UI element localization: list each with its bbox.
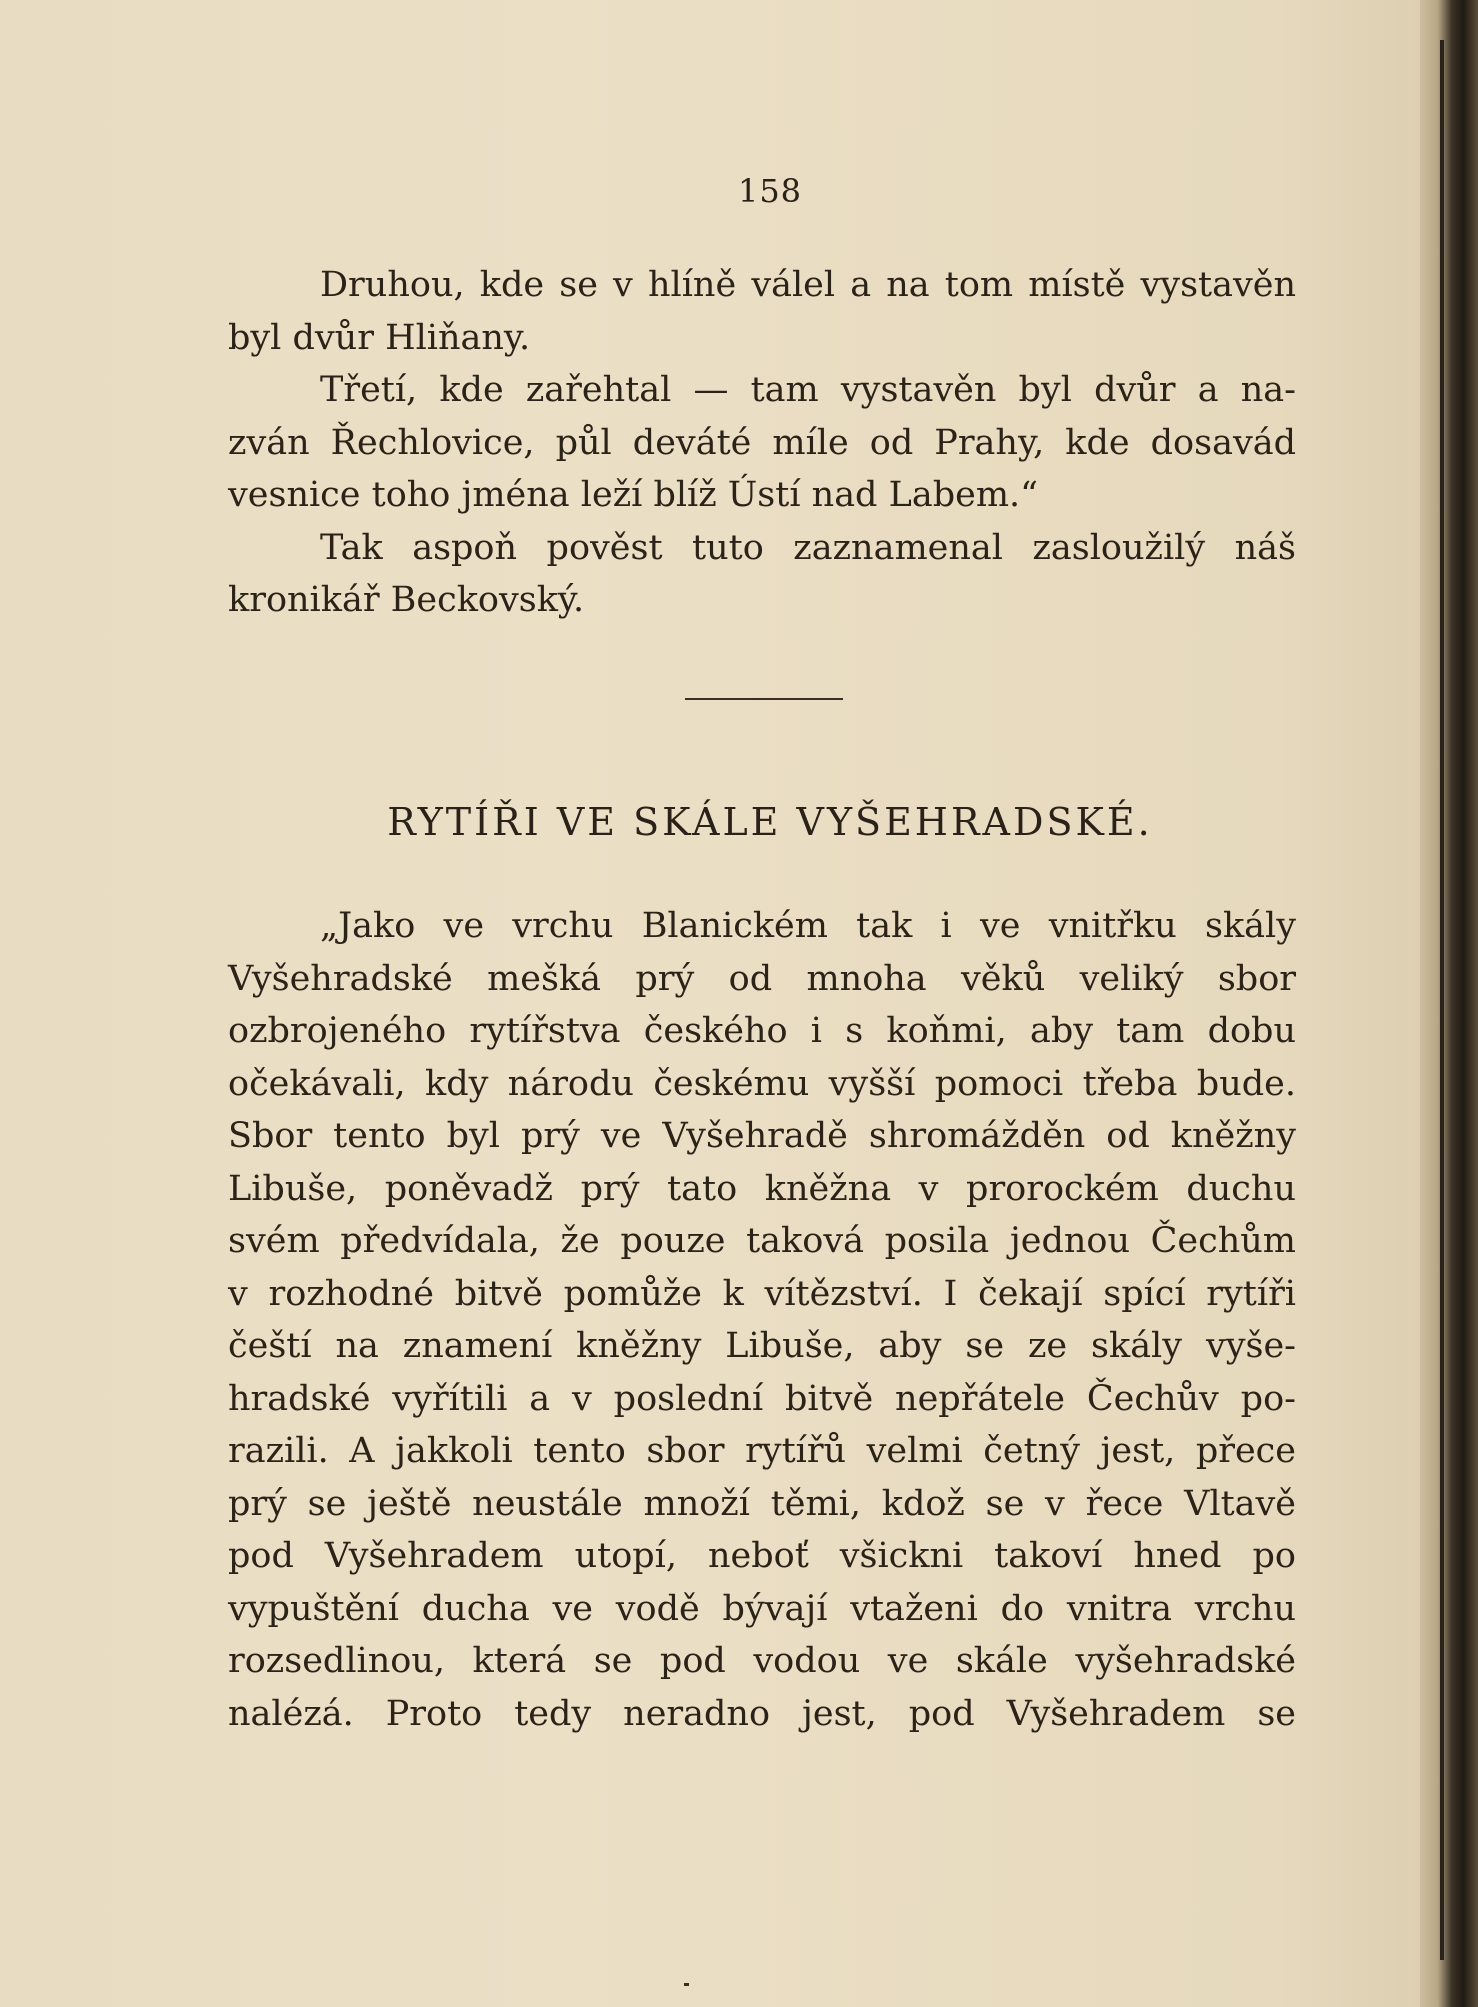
book-spine	[1420, 0, 1478, 2007]
text-line: Třetí, kde zařehtal — tam vystavěn byl dvůr a na-	[320, 370, 1296, 410]
print-mark	[684, 1983, 689, 1986]
section-heading: RYTÍŘI VE SKÁLE VYŠEHRADSKÉ.	[387, 800, 1153, 844]
text-line: rozsedlinou, která se pod vodou ve skále vyšehradské	[228, 1641, 1296, 1681]
text-line: očekávali, kdy národu českému vyšší pomoci třeba bude.	[228, 1063, 1296, 1104]
text-line: vesnice toho jména leží blíž Ústí nad Labem.“	[228, 475, 1039, 515]
spine-edge	[1440, 40, 1444, 1960]
text-line: kronikář Beckovský.	[228, 580, 585, 620]
text-line: prý se ještě neustále množí těmi, kdož se v řece Vltavě	[228, 1483, 1296, 1524]
text-line: „Jako ve vrchu Blanickém tak i ve vnitřku skály	[320, 906, 1296, 946]
text-line: hradské vyřítili a v poslední bitvě nepřátele Čechův po-	[228, 1378, 1296, 1419]
text-line: Tak aspoň pověst tuto zaznamenal zasloužilý náš	[320, 527, 1296, 568]
text-line: čeští na znamení kněžny Libuše, aby se ze skály vyše-	[228, 1326, 1296, 1366]
text-line: Druhou, kde se v hlíně válel a na tom místě vystavěn	[320, 265, 1296, 305]
text-line: pod Vyšehradem utopí, neboť všickni takoví hned po	[228, 1536, 1296, 1576]
text-line: vypuštění ducha ve vodě bývají vtaženi do vnitra vrchu	[228, 1588, 1296, 1629]
text-line: zván Řechlovice, půl deváté míle od Prahy, kde dosavád	[228, 422, 1296, 463]
text-line: Libuše, poněvadž prý tato kněžna v prorockém duchu	[228, 1168, 1296, 1209]
text-line: byl dvůr Hliňany.	[228, 317, 531, 358]
section-divider	[685, 698, 843, 700]
page-number: 158	[737, 172, 803, 210]
paragraph-block-2	[228, 900, 1296, 1740]
text-line: ozbrojeného rytířstva českého i s koňmi, aby tam dobu	[228, 1011, 1296, 1051]
text-line: nalézá. Proto tedy neradno jest, pod Vyšehradem se	[228, 1693, 1296, 1734]
text-line: v rozhodné bitvě pomůže k vítězství. I čekají spící rytíři	[228, 1273, 1296, 1314]
text-line: Vyšehradské mešká prý od mnoha věků veliký sbor	[228, 958, 1296, 999]
text-line: Sbor tento byl prý ve Vyšehradě shromážděn od kněžny	[228, 1116, 1296, 1156]
text-line: svém předvídala, že pouze taková posila jednou Čechům	[228, 1221, 1296, 1261]
text-line: razili. A jakkoli tento sbor rytířů velmi četný jest, přece	[228, 1431, 1296, 1471]
paragraph-block-1	[228, 259, 1296, 627]
